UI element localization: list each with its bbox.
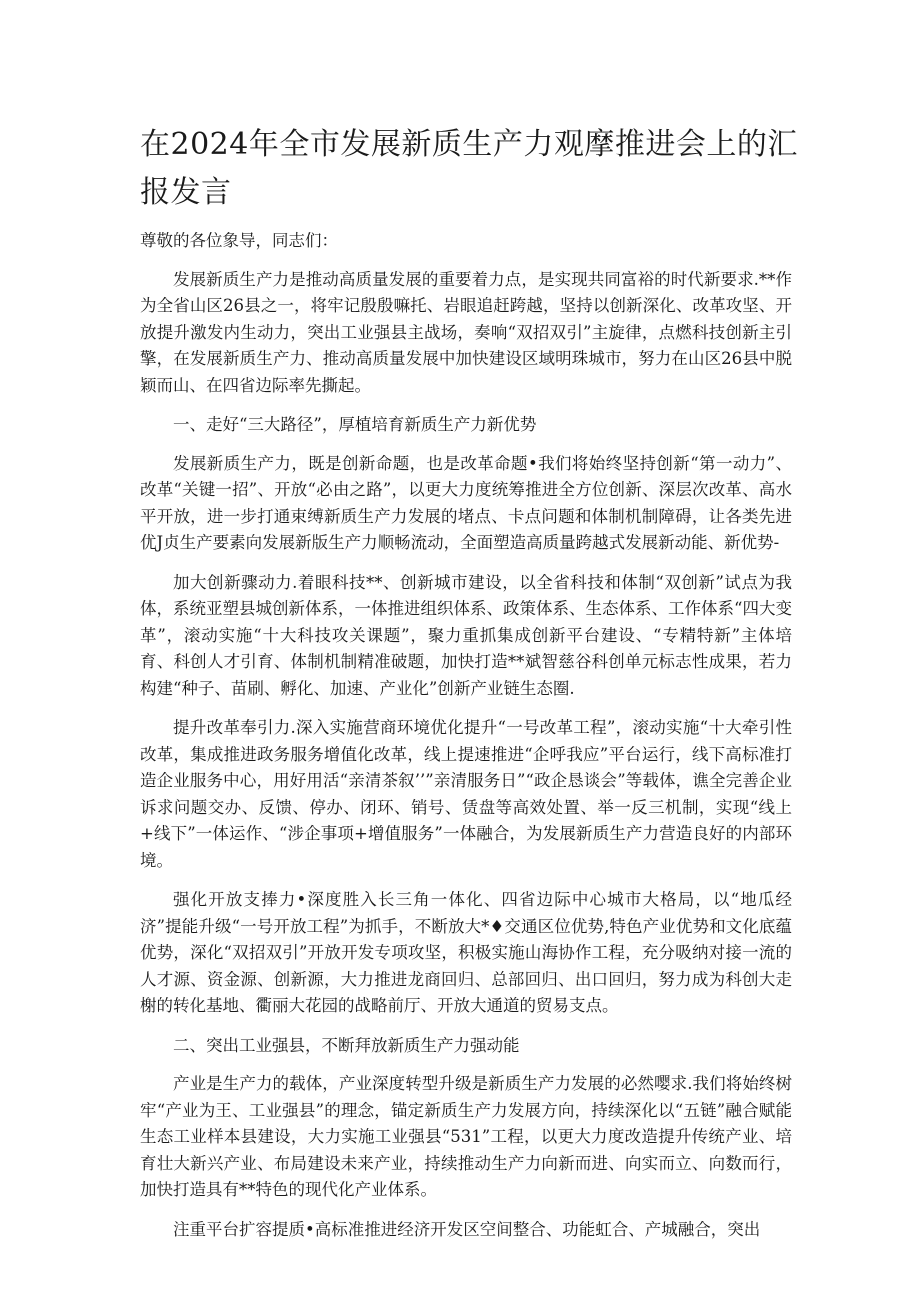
document-body <box>140 228 792 1256</box>
paragraph: 加大创新骤动力.着眼科技**、创新城市建设，以全省科技和体制“双创新”试点为我体，系统亚塑县城创新体系，一体推进组织体系、政策体系、生态体系、工作体系“四大变革”，滚动实施“十大科技攻关课题”，聚力重抓集成创新平台建设、“专精特新”主体培育、科创人才引育、体制机制精准破题，加快打造**斌智慈谷科创单元标志性成果，若力构建“种子、苗刷、孵化、加速、产业化”创新产业链生态圈. <box>140 572 792 698</box>
greeting: 尊敬的各位象导，同志们： <box>140 231 338 250</box>
paragraph: 注重平台扩容提质•高标准推进经济开发区空间整合、功能虹合、产城融合，突出 <box>173 1219 761 1239</box>
section-heading-2: 二、突出工业强县，不断拜放新质生产力强动能 <box>173 1035 520 1055</box>
document-title: 在2024年全市发展新质生产力观摩推进会上的汇报发言 <box>140 127 798 210</box>
paragraph: 提升改革奉引力.深入实施营商环境优化提升“一号改革工程”，滚动实施“十大牵引性改革，集成推进政务服务增值化改革，线上提速推进“企呼我应”平台运行，线下高标准打造企业服务中心，用好用活“亲清茶叙’’”亲清服务日”“政企恳谈会”等载体，谯全完善企业诉求问题交办、反馈、停办、闭环、销号、赁盘等高效处置、举一反三机制，实现“线上+线下”一体运作、“涉企事项+增值服务”一体融合，为发展新质生产力营造良好的内部环境。 <box>140 718 792 870</box>
paragraph: 产业是生产力的载体，产业深度转型升级是新质生产力发展的必然嘤求.我们将始终树牢“产业为王、工业强县”的理念，锚定新质生产力发展方向，持续深化以“五链”融合赋能生态工业样本县建设，大力实施工业强县“531”工程，以更大力度改造提升传统产业、培育壮大新兴产业、布局建设未来产业，持续推动生产力向新而进、向实而立、向数而行，加快打造具有**特色的现代化产业体系。 <box>140 1074 792 1199</box>
paragraph: 发展新质生产力，既是创新命题，也是改革命题•我们将始终坚持创新“第一动力”、改革“关键一招”、开放“必由之路”，以更大力度统筹推进全方位创新、深层次改革、高水平开放，进一步打通束缚新质生产力发展的堵点、卡点问题和体制机制障碍，让各类先进优J贞生产要素向发展新版生产力顺畅流动，全面塑造高质量跨越式发展新动能、新优势- <box>140 453 792 552</box>
section-heading-1: 一、走好“三大路径”，厚植培育新质生产力新优势 <box>173 415 537 434</box>
paragraph: 强化开放支捧力•深度胜入长三角一体化、四省边际中心城市大格局，以“地瓜经济”提能升级“一号开放工程”为抓手，不断放大*♦交通区位优势,特色产业优势和文化底蕴优势，深化“双招双引”开放开发专项攻坚，积极实施山海协作工程，充分吸纳对接一流的人才源、资金源、创新源，大力推进龙商回归、总部回归、出口回归，努力成为科创大走榭的转化基地、衢丽大花园的战略前厅、开放大通道的贸易支点。 <box>140 890 792 1015</box>
paragraph-intro: 发展新质生产力是推动高质量发展的重要着力点，是实现共同富裕的时代新要求.**作为全省山区26县之一，将牢记殷殷嘛托、岩眼追赶跨越，坚持以创新深化、改革攻坚、开放提升激发内生动力，突出工业强县主战场，奏响“双招双引”主旋律，点燃科技创新主引擎，在发展新质生产力、推动高质量发展中加快建设区域明珠城市，努力在山区26县中脱颖而山、在四省边际率先撕起。 <box>140 269 792 395</box>
